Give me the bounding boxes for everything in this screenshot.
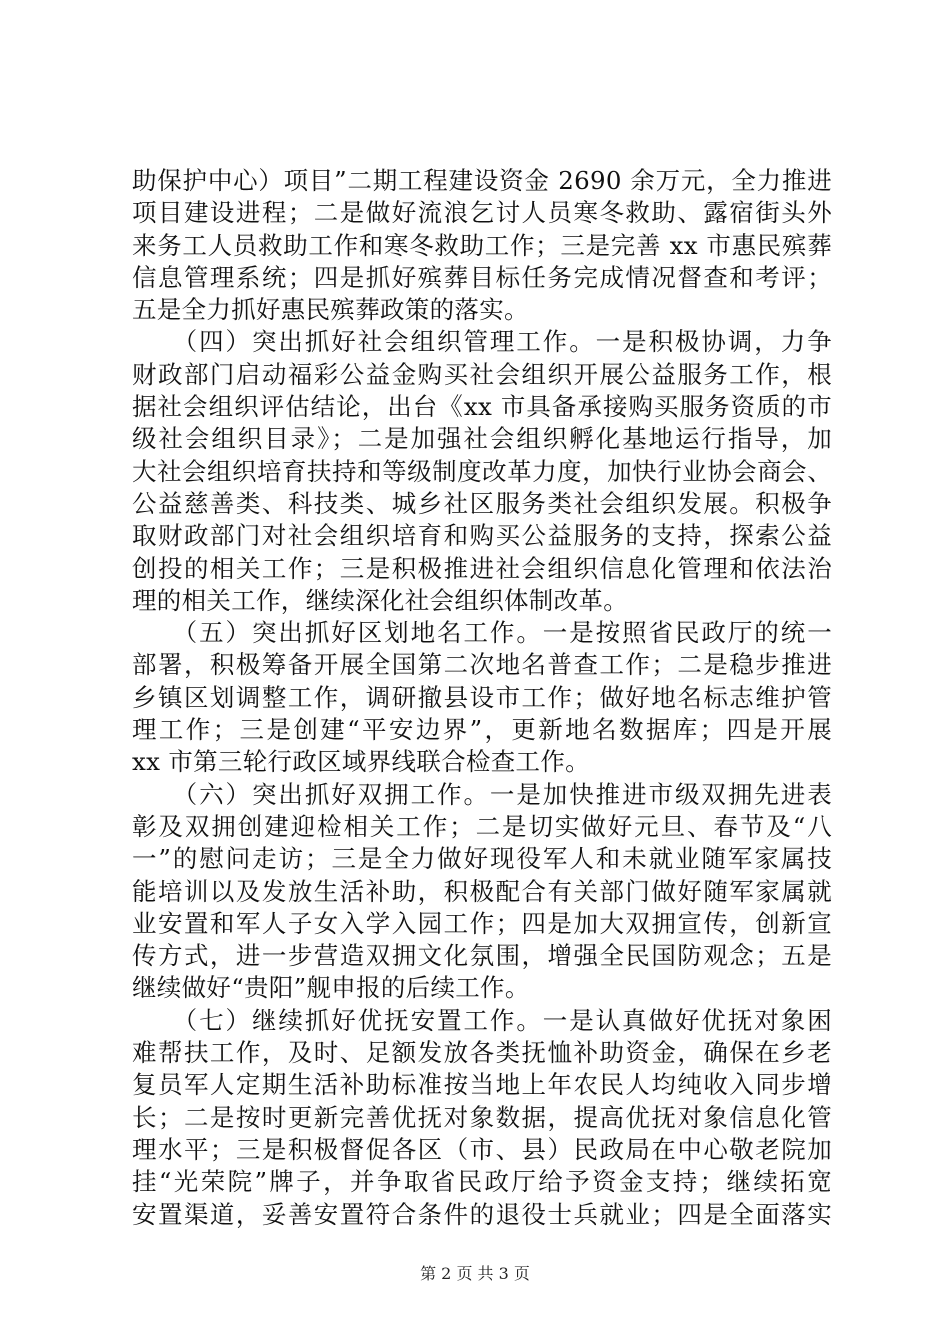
paragraph-double-support [132,779,832,1005]
text-line: 一”的慰问走访；三是全力做好现役军人和未就业随军家属技 [132,844,832,874]
text-line: 难帮扶工作，及时、足额发放各类抚恤补助资金，确保在乡老 [132,1038,832,1068]
text-line: 复员军人定期生活补助标准按当地上年农民人均纯收入同步增 [132,1070,832,1100]
paragraph-place-names [132,617,832,778]
page-number-footer: 第 2 页 共 3 页 [420,1264,530,1283]
text-line: 部署，积极筹备开展全国第二次地名普查工作；二是稳步推进 [132,650,832,680]
text-line: 安置渠道，妥善安置符合条件的退役士兵就业；四是全面落实 [132,1199,832,1229]
text-line: 财政部门启动福彩公益金购买社会组织开展公益服务工作，根 [132,359,832,389]
text-line: 业安置和军人子女入学入园工作；四是加大双拥宣传，创新宣 [132,908,832,938]
text-line: 继续做好“贵阳”舰申报的后续工作。 [132,973,530,1003]
text-line: （四）突出抓好社会组织管理工作。一是积极协调，力争 [132,327,832,357]
text-line: xx 市第三轮行政区域界线联合检查工作。 [132,747,590,777]
text-line: 级社会组织目录》；二是加强社会组织孵化基地运行指导，加 [132,424,832,454]
text-line: 彰及双拥创建迎检相关工作；二是切实做好元旦、春节及“八 [132,811,832,841]
text-line: 理水平；三是积极督促各区（市、县）民政局在中心敬老院加 [132,1134,832,1164]
text-line: 挂“光荣院”牌子，并争取省民政厅给予资金支持；继续拓宽 [132,1167,832,1197]
text-line: 乡镇区划调整工作，调研撤县设市工作；做好地名标志维护管 [132,682,832,712]
text-line: （五）突出抓好区划地名工作。一是按照省民政厅的统一 [132,618,832,648]
text-line: 取财政部门对社会组织培育和购买公益服务的支持，探索公益 [132,521,832,551]
paragraph-relief-funeral [132,165,832,326]
text-line: 长；二是按时更新完善优抚对象数据，提高优抚对象信息化管 [132,1102,832,1132]
text-line: 大社会组织培育扶持和等级制度改革力度，加快行业协会商会、 [132,456,832,486]
text-line: 据社会组织评估结论，出台《xx 市具备承接购买服务资质的市 [132,392,832,422]
text-line: （七）继续抓好优抚安置工作。一是认真做好优抚对象困 [132,1005,832,1035]
text-line: 来务工人员救助工作和寒冬救助工作；三是完善 xx 市惠民殡葬 [132,230,832,260]
document-body [132,165,832,1231]
text-line: 项目建设进程；二是做好流浪乞讨人员寒冬救助、露宿街头外 [132,198,832,228]
text-line: 理的相关工作，继续深化社会组织体制改革。 [132,585,628,615]
paragraph-social-organizations [132,326,832,617]
text-line: 助保护中心）项目”二期工程建设资金 2690 余万元，全力推进 [132,166,832,195]
text-line: 五是全力抓好惠民殡葬政策的落实。 [132,295,529,325]
text-line: 公益慈善类、科技类、城乡社区服务类社会组织发展。积极争 [132,488,832,518]
text-line: 传方式，进一步营造双拥文化氛围，增强全民国防观念；五是 [132,941,832,971]
paragraph-veterans-placement [132,1005,832,1231]
text-line: 信息管理系统；四是抓好殡葬目标任务完成情况督查和考评； [132,262,832,292]
text-line: 能培训以及发放生活补助，积极配合有关部门做好随军家属就 [132,876,832,906]
text-line: （六）突出抓好双拥工作。一是加快推进市级双拥先进表 [132,779,832,809]
text-line: 理工作；三是创建“平安边界”，更新地名数据库；四是开展 [132,715,832,745]
text-line: 创投的相关工作；三是积极推进社会组织信息化管理和依法治 [132,553,832,583]
